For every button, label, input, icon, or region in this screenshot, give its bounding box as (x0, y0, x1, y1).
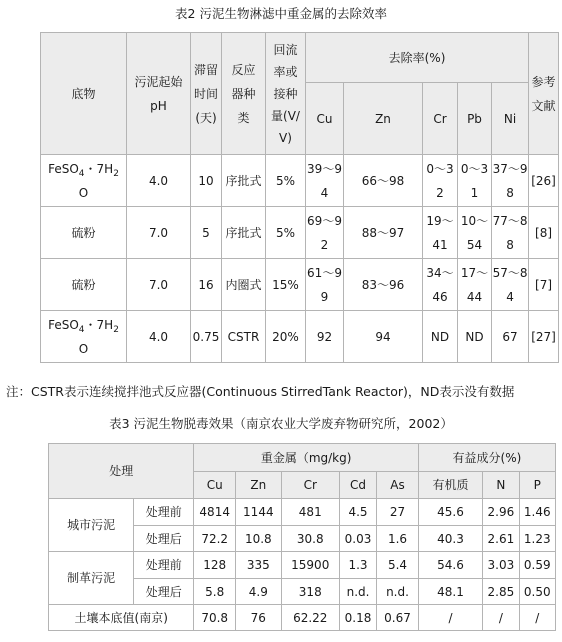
metal-header-pb: Pb (458, 83, 492, 155)
col-header-zn: Zn (235, 472, 281, 499)
reflux-cell: 5% (266, 207, 306, 259)
pb-cell: 17～ 44 (458, 259, 492, 311)
substrate-cell: 硫粉 (41, 259, 127, 311)
cr-cell: 34～ 46 (423, 259, 458, 311)
soil-label: 土壤本底值(南京) (49, 605, 194, 631)
ph-cell: 7.0 (127, 259, 191, 311)
value-cell: 48.1 (418, 579, 482, 605)
table-row (49, 605, 556, 631)
table-row (41, 155, 559, 207)
metal-header-cr: Cr (423, 83, 458, 155)
value-cell: 5.4 (377, 552, 419, 579)
reflux-header: 回流 率或 接种 量(V/ V) (266, 33, 306, 155)
reactor-cell: 内圈式 (222, 259, 266, 311)
zn-cell: 88～97 (344, 207, 423, 259)
ni-cell: 67 (492, 311, 529, 363)
pb-cell: 0～3 1 (458, 155, 492, 207)
table2-caption: 表2 污泥生物淋滤中重金属的去除效率 (175, 6, 387, 21)
ni-cell: 57～8 4 (492, 259, 529, 311)
value-cell: 1.23 (519, 526, 555, 552)
cr-cell: ND (423, 311, 458, 363)
value-cell: 318 (281, 579, 339, 605)
value-cell: 128 (194, 552, 236, 579)
value-cell: 2.96 (483, 499, 519, 526)
substrate-cell: 硫粉 (41, 207, 127, 259)
value-cell: 10.8 (235, 526, 281, 552)
value-cell: 1.3 (339, 552, 376, 579)
value-cell: 72.2 (194, 526, 236, 552)
reflux-cell: 15% (266, 259, 306, 311)
reflux-cell: 5% (266, 155, 306, 207)
retention-cell: 0.75 (191, 311, 222, 363)
cu-cell: 92 (306, 311, 344, 363)
table-row (41, 259, 559, 311)
value-cell: 70.8 (194, 605, 236, 631)
reference-cell: [26] (529, 155, 559, 207)
ph-cell: 4.0 (127, 311, 191, 363)
reactor-cell: 序批式 (222, 155, 266, 207)
value-cell: 4814 (194, 499, 236, 526)
ph-cell: 4.0 (127, 155, 191, 207)
treatment-header: 处理 (49, 444, 194, 499)
value-cell: 1.46 (519, 499, 555, 526)
reactor-cell: 序批式 (222, 207, 266, 259)
table2-note: 注：CSTR表示连续搅拌池式反应器(Continuous StirredTank Reactor)，ND表示没有数据 (6, 384, 515, 399)
table-row (49, 552, 556, 579)
cu-cell: 69～9 2 (306, 207, 344, 259)
reactor-header: 反应 器种 类 (222, 33, 266, 155)
value-cell: 1.6 (377, 526, 419, 552)
col-header-n: N (483, 472, 519, 499)
col-header-p: P (519, 472, 555, 499)
retention-cell: 16 (191, 259, 222, 311)
metal-header-zn: Zn (344, 83, 423, 155)
removal-efficiency-table (40, 32, 559, 363)
value-cell: 62.22 (281, 605, 339, 631)
detoxification-table (48, 443, 556, 631)
retention-header: 滞留 时间 (天) (191, 33, 222, 155)
stage-label: 处理后 (134, 579, 194, 605)
value-cell: 27 (377, 499, 419, 526)
cu-cell: 61～9 9 (306, 259, 344, 311)
beneficial-header: 有益成分(%) (418, 444, 555, 472)
substrate-header: 底物 (41, 33, 127, 155)
substrate-cell: FeSO$_4$・$7H_2$ O (41, 311, 127, 363)
stage-label: 处理前 (134, 499, 194, 526)
group-label: 制革污泥 (49, 552, 134, 605)
value-cell: 5.8 (194, 579, 236, 605)
value-cell: 3.03 (483, 552, 519, 579)
value-cell: 1144 (235, 499, 281, 526)
ni-cell: 77～8 8 (492, 207, 529, 259)
table-row (41, 311, 559, 363)
ni-cell: 37～9 8 (492, 155, 529, 207)
zn-cell: 83～96 (344, 259, 423, 311)
stage-label: 处理前 (134, 552, 194, 579)
reference-cell: [7] (529, 259, 559, 311)
table-row (41, 207, 559, 259)
col-header-cd: Cd (339, 472, 376, 499)
value-cell: 2.61 (483, 526, 519, 552)
cr-cell: 0～3 2 (423, 155, 458, 207)
value-cell: 45.6 (418, 499, 482, 526)
value-cell: 0.18 (339, 605, 376, 631)
value-cell: 335 (235, 552, 281, 579)
retention-cell: 10 (191, 155, 222, 207)
ph-header: 污泥起始 pH (127, 33, 191, 155)
group-label: 城市污泥 (49, 499, 134, 552)
cu-cell: 39～9 4 (306, 155, 344, 207)
substrate-cell: FeSO$_4$・$7H_2$ O (41, 155, 127, 207)
value-cell: / (483, 605, 519, 631)
table-row (49, 499, 556, 526)
value-cell: 30.8 (281, 526, 339, 552)
value-cell: 4.5 (339, 499, 376, 526)
table3-caption: 表3 污泥生物脱毒效果（南京农业大学废弃物研究所，2002） (109, 416, 453, 431)
pb-cell: 10～ 54 (458, 207, 492, 259)
value-cell: 0.67 (377, 605, 419, 631)
value-cell: 0.03 (339, 526, 376, 552)
metal-header-ni: Ni (492, 83, 529, 155)
value-cell: 15900 (281, 552, 339, 579)
col-header-organic: 有机质 (418, 472, 482, 499)
stage-label: 处理后 (134, 526, 194, 552)
col-header-cr: Cr (281, 472, 339, 499)
heavy-metal-header: 重金属（mg/kg) (194, 444, 418, 472)
value-cell: 481 (281, 499, 339, 526)
col-header-cu: Cu (194, 472, 236, 499)
value-cell: 2.85 (483, 579, 519, 605)
value-cell: / (418, 605, 482, 631)
pb-cell: ND (458, 311, 492, 363)
value-cell: 0.59 (519, 552, 555, 579)
removal-header: 去除率(%) (306, 33, 529, 83)
metal-header-cu: Cu (306, 83, 344, 155)
value-cell: n.d. (339, 579, 376, 605)
reference-header: 参考 文献 (529, 33, 559, 155)
cr-cell: 19～ 41 (423, 207, 458, 259)
ph-cell: 7.0 (127, 207, 191, 259)
value-cell: / (519, 605, 555, 631)
zn-cell: 94 (344, 311, 423, 363)
value-cell: 0.50 (519, 579, 555, 605)
reference-cell: [8] (529, 207, 559, 259)
value-cell: 76 (235, 605, 281, 631)
value-cell: n.d. (377, 579, 419, 605)
value-cell: 54.6 (418, 552, 482, 579)
col-header-as: As (377, 472, 419, 499)
reference-cell: [27] (529, 311, 559, 363)
reactor-cell: CSTR (222, 311, 266, 363)
value-cell: 4.9 (235, 579, 281, 605)
reflux-cell: 20% (266, 311, 306, 363)
value-cell: 40.3 (418, 526, 482, 552)
zn-cell: 66～98 (344, 155, 423, 207)
retention-cell: 5 (191, 207, 222, 259)
